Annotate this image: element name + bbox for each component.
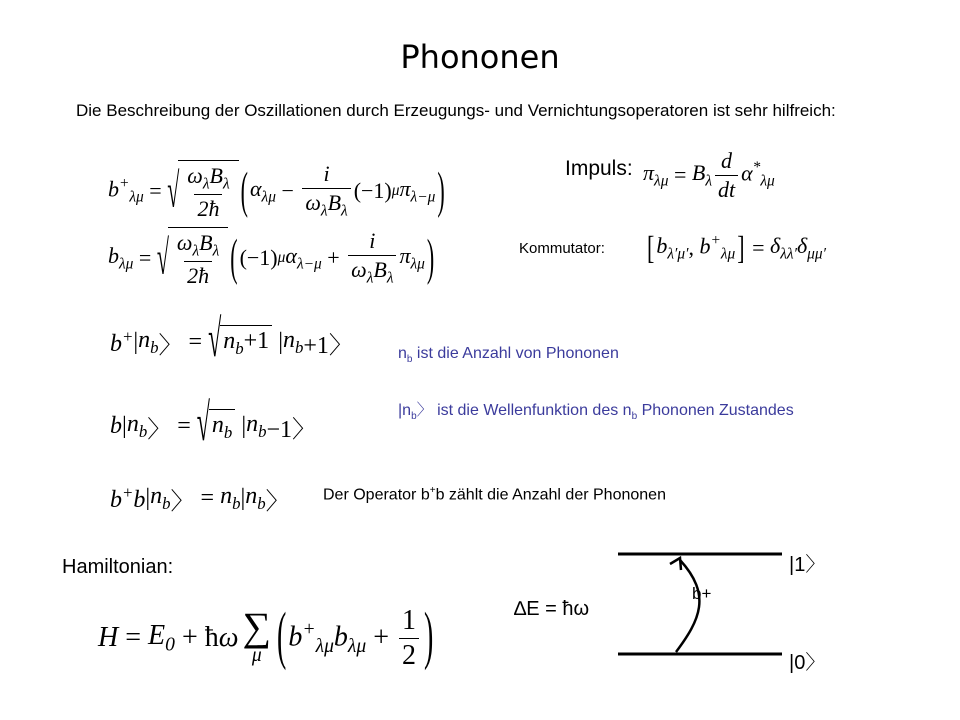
label-impuls: Impuls: bbox=[565, 157, 633, 180]
formula-annihilation-on-state: b | $n_b$ 〉 = √ $n_b$ | $n_b$ −1〉 bbox=[110, 396, 317, 454]
label-hamiltonian: Hamiltonian: bbox=[62, 556, 174, 578]
state-upper-label: |1〉 bbox=[789, 554, 826, 576]
note-number-operator: Der Operator b+b zählt die Anzahl der Phononen bbox=[323, 485, 666, 504]
label-kommutator: Kommutator: bbox=[519, 240, 605, 257]
formula-kommutator: [ $b_{\lambda'\mu'}$ , $b^+_{\lambda\mu}$ ] = $\delta_{\lambda\lambda'}\delta_{\mu\mu'}$ bbox=[647, 228, 826, 266]
formula-annihilation-operator: $b_{\lambda\mu}$ = √ $\frac{\omega_\lambda B_\lambda}{2ħ}$ ( (−1) μ $\alpha_{\lambda-\mu}$ + $\frac{i}{\omega_\lambda B_\lambda}$ $\pi_{\lambda\mu}$ ) bbox=[108, 228, 435, 289]
formula-creation-operator: $b^+_{\lambda\mu}$ = √ $\frac{\omega_\lambda B_\lambda}{2ħ}$ ( $\alpha_{\lambda\mu}$ − $\frac{i}{\omega_\lambda B_\lambda}$ (−1) μ $\pi_{\lambda-\mu}$ ) bbox=[108, 161, 445, 222]
transition-arrow bbox=[676, 560, 699, 652]
note-phonon-count: $n_b$ ist die Anzahl von Phononen bbox=[398, 345, 619, 366]
arrow-head-icon bbox=[670, 558, 681, 570]
state-lower-label: |0〉 bbox=[789, 652, 826, 674]
formula-number-operator: b+b | $n_b$ 〉 = $n_b$ | $n_b$ 〉 bbox=[110, 482, 290, 515]
formula-impuls: $\pi_{\lambda\mu}$ = $B_\lambda$ $\frac{d}{dt}$ $\alpha^*_{\lambda\mu}$ bbox=[643, 147, 775, 202]
intro-text: Die Beschreibung der Oszillationen durch Erzeugungs- und Vernichtungsoperatoren ist sehr hilfreich: bbox=[76, 101, 836, 120]
energy-gap-label: ∆E = ħω bbox=[514, 598, 590, 620]
transition-label: b+ bbox=[692, 584, 712, 603]
energy-level-diagram bbox=[560, 540, 820, 680]
formula-hamiltonian: H = $E_0$ + ħ ω ∑ μ ( $b^+_{\lambda\mu}b_{\lambda\mu}$ + $\frac{1}{2}$ ) bbox=[98, 601, 434, 673]
formula-creation-on-state: b+ | $n_b$ 〉 = √ $n_b+1$ | $n_b$ +1〉 bbox=[110, 312, 353, 370]
page-title: Phononen bbox=[400, 38, 560, 76]
note-wavefunction: $|n_b$〉 ist die Wellenfunktion des $n_b$ Phononen Zustandes bbox=[398, 402, 794, 423]
